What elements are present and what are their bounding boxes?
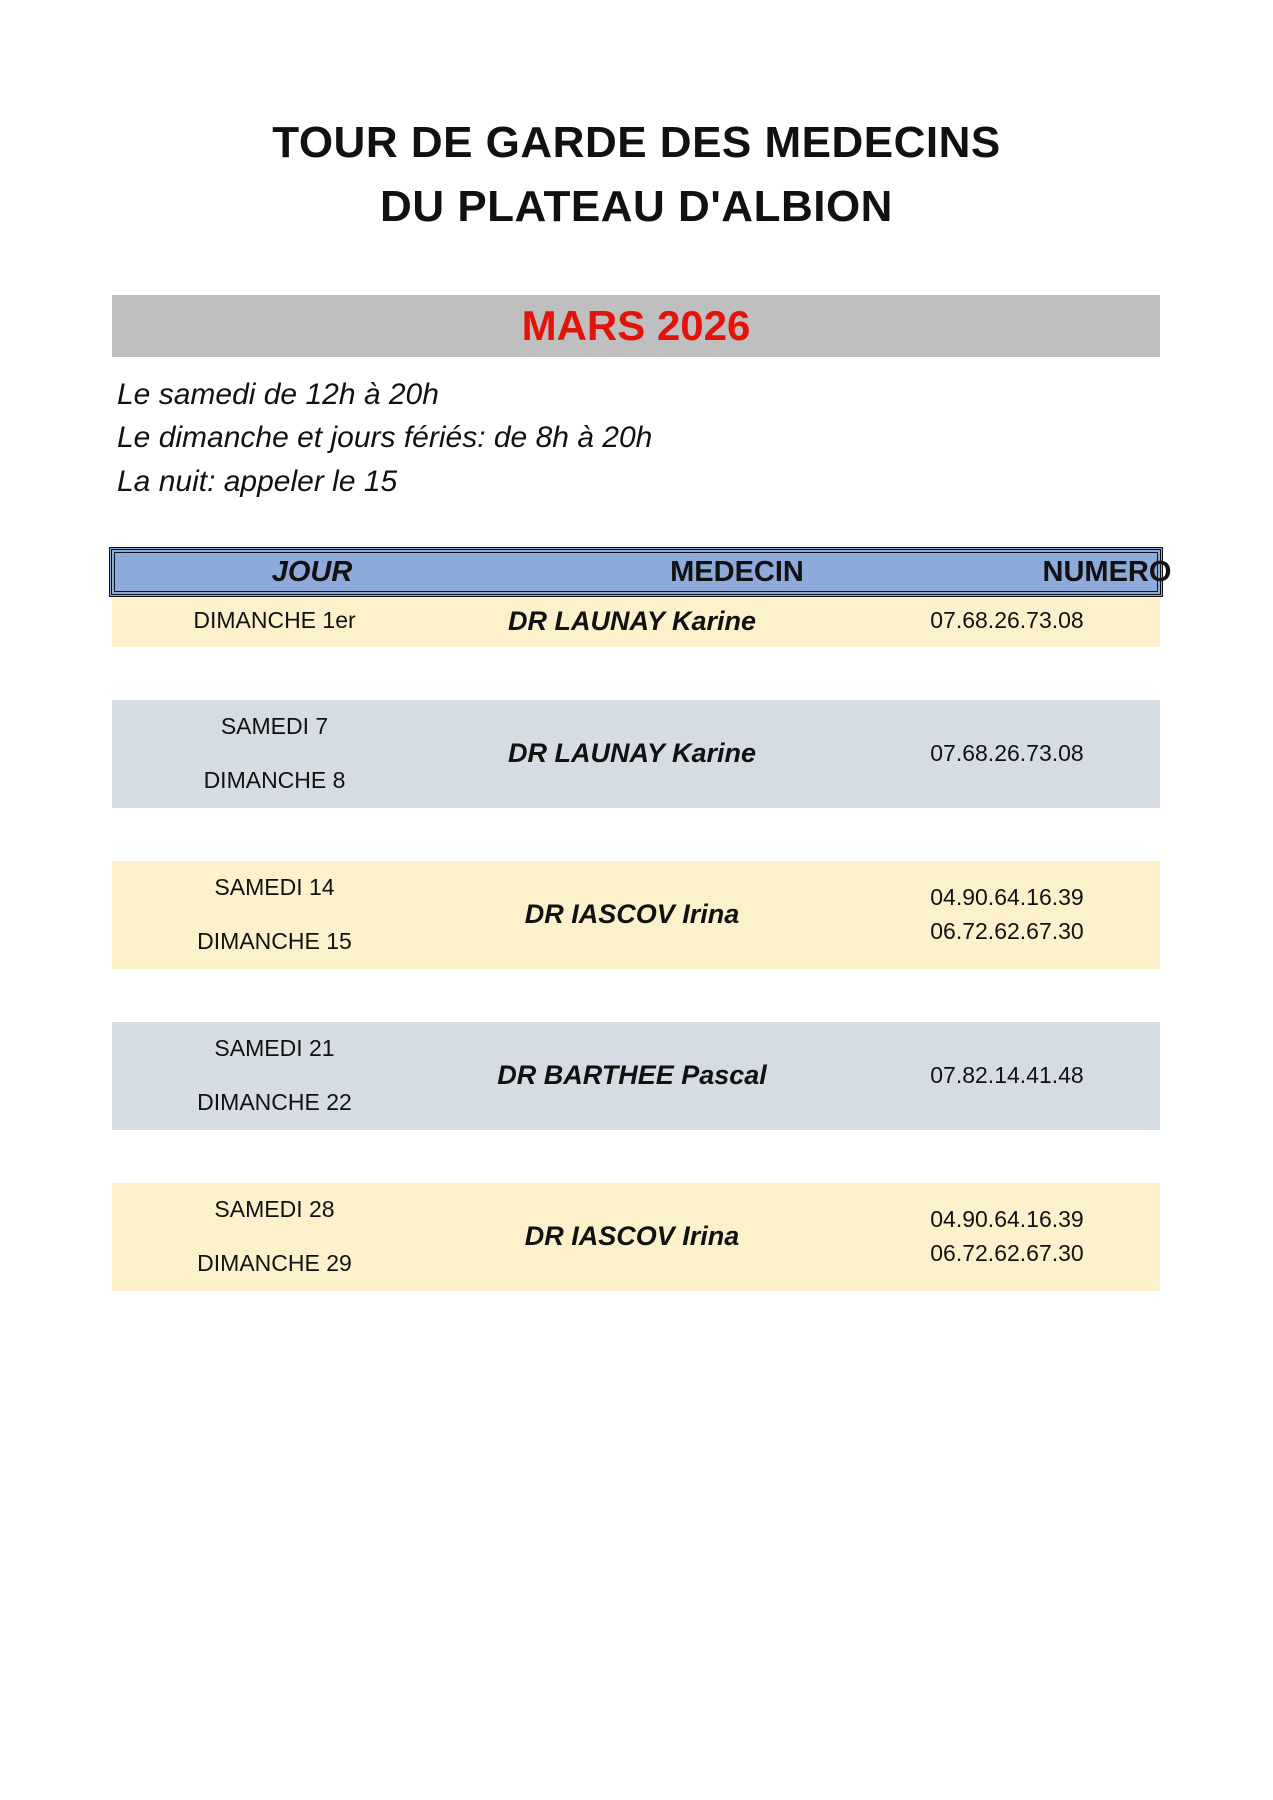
header-medecin: MEDECIN — [670, 556, 804, 588]
row-day-sunday: DIMANCHE 29 — [197, 1250, 352, 1276]
row-doctor: DR LAUNAY Karine — [507, 738, 757, 768]
page-title-line-1: TOUR DE GARDE DES MEDECINS — [272, 118, 1001, 167]
header-jour: JOUR — [271, 556, 353, 588]
month-banner — [112, 295, 1160, 357]
header-numero: NUMERO — [1042, 556, 1172, 588]
row-day-sunday: DIMANCHE 22 — [197, 1089, 352, 1115]
row-phone-1: 04.90.64.16.39 — [930, 1206, 1084, 1232]
table-row — [112, 1183, 1160, 1291]
row-day-sunday: DIMANCHE 8 — [203, 767, 346, 793]
table-header — [109, 547, 1172, 597]
table-row — [112, 700, 1160, 808]
info-sunday-holiday-hours: Le dimanche et jours fériés: de 8h à 20h — [117, 421, 653, 454]
row-day: DIMANCHE 1er — [193, 607, 356, 633]
row-day-saturday: SAMEDI 14 — [214, 874, 335, 900]
row-doctor: DR IASCOV Irina — [524, 899, 740, 929]
month-label: MARS 2026 — [521, 302, 751, 349]
row-day-saturday: SAMEDI 28 — [214, 1196, 335, 1222]
row-phone-2: 06.72.62.67.30 — [930, 918, 1084, 944]
row-day-saturday: SAMEDI 7 — [220, 713, 329, 739]
row-day-saturday: SAMEDI 21 — [214, 1035, 335, 1061]
row-phone: 07.68.26.73.08 — [930, 607, 1084, 633]
info-night-call: La nuit: appeler le 15 — [117, 465, 398, 498]
row-doctor: DR BARTHEE Pascal — [497, 1060, 767, 1090]
table-row — [112, 1022, 1160, 1130]
row-day-sunday: DIMANCHE 15 — [197, 928, 352, 954]
row-phone-1: 04.90.64.16.39 — [930, 884, 1084, 910]
row-phone-2: 06.72.62.67.30 — [930, 1240, 1084, 1266]
table-row — [112, 861, 1160, 969]
page-title-line-2: DU PLATEAU D'ALBION — [380, 182, 893, 231]
table-row — [112, 597, 1160, 647]
row-phone: 07.82.14.41.48 — [930, 1062, 1084, 1088]
row-doctor: DR IASCOV Irina — [524, 1221, 740, 1251]
row-phone: 07.68.26.73.08 — [930, 740, 1084, 766]
info-saturday-hours: Le samedi de 12h à 20h — [117, 378, 439, 411]
row-doctor: DR LAUNAY Karine — [507, 606, 757, 636]
